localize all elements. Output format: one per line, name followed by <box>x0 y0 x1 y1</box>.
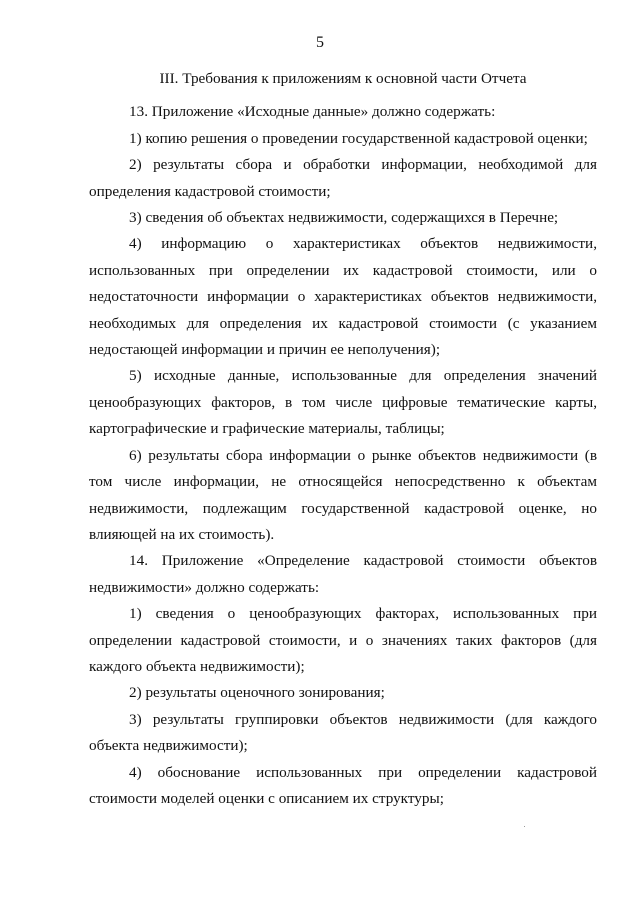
section-heading: III. Требования к приложениям к основной части Отчета <box>159 70 527 87</box>
paragraph-13-item-1: 1) копию решения о проведении государственной кадастровой оценки; <box>129 129 588 147</box>
paragraph-14-item-1: 1) сведения о ценообразующих факторах, использованных при определении кадастровой стоимости, и о значениях таких факторов (для каждого объекта недвижимости); <box>89 605 597 675</box>
document-body <box>89 66 597 812</box>
page-number: 5 <box>316 34 324 51</box>
paragraph-13-item-2: 2) результаты сбора и обработки информации, необходимой для определения кадастровой стоимости; <box>89 156 597 200</box>
paragraph-13-item-4: 4) информацию о характеристиках объектов недвижимости, использованных при определении их кадастровой стоимости, или о недостаточности информации о характеристиках объектов недвижимости, необходимых для определения их кадастровой стоимости (с указанием недостающей информации и причин ее неполучения); <box>89 235 597 359</box>
paragraph-14-item-3: 3) результаты группировки объектов недвижимости (для каждого объекта недвижимости); <box>89 710 597 755</box>
paragraph-14-intro: 14. Приложение «Определение кадастровой стоимости объектов недвижимости» должно содержать: <box>89 552 597 596</box>
paragraph-13-item-5: 5) исходные данные, использованные для определения значений ценообразующих факторов, в том числе цифровые тематические карты, картографические и графические материалы, таблицы; <box>89 367 597 438</box>
paragraph-13-item-6: 6) результаты сбора информации о рынке объектов недвижимости (в том числе информации, не относящейся непосредственно к объектам недвижимости, подлежащим государственной кадастровой оценке, но влияющей на их стоимость). <box>89 446 597 543</box>
paragraph-13-item-3: 3) сведения об объектах недвижимости, содержащихся в Перечне; <box>129 209 559 227</box>
paragraph-14-item-2: 2) результаты оценочного зонирования; <box>129 684 385 702</box>
paragraph-13-intro: 13. Приложение «Исходные данные» должно содержать: <box>129 103 496 121</box>
paragraph-14-item-4: 4) обоснование использованных при определении кадастровой стоимости моделей оценки с описанием их структуры; <box>89 763 597 807</box>
scan-speck <box>524 826 525 827</box>
